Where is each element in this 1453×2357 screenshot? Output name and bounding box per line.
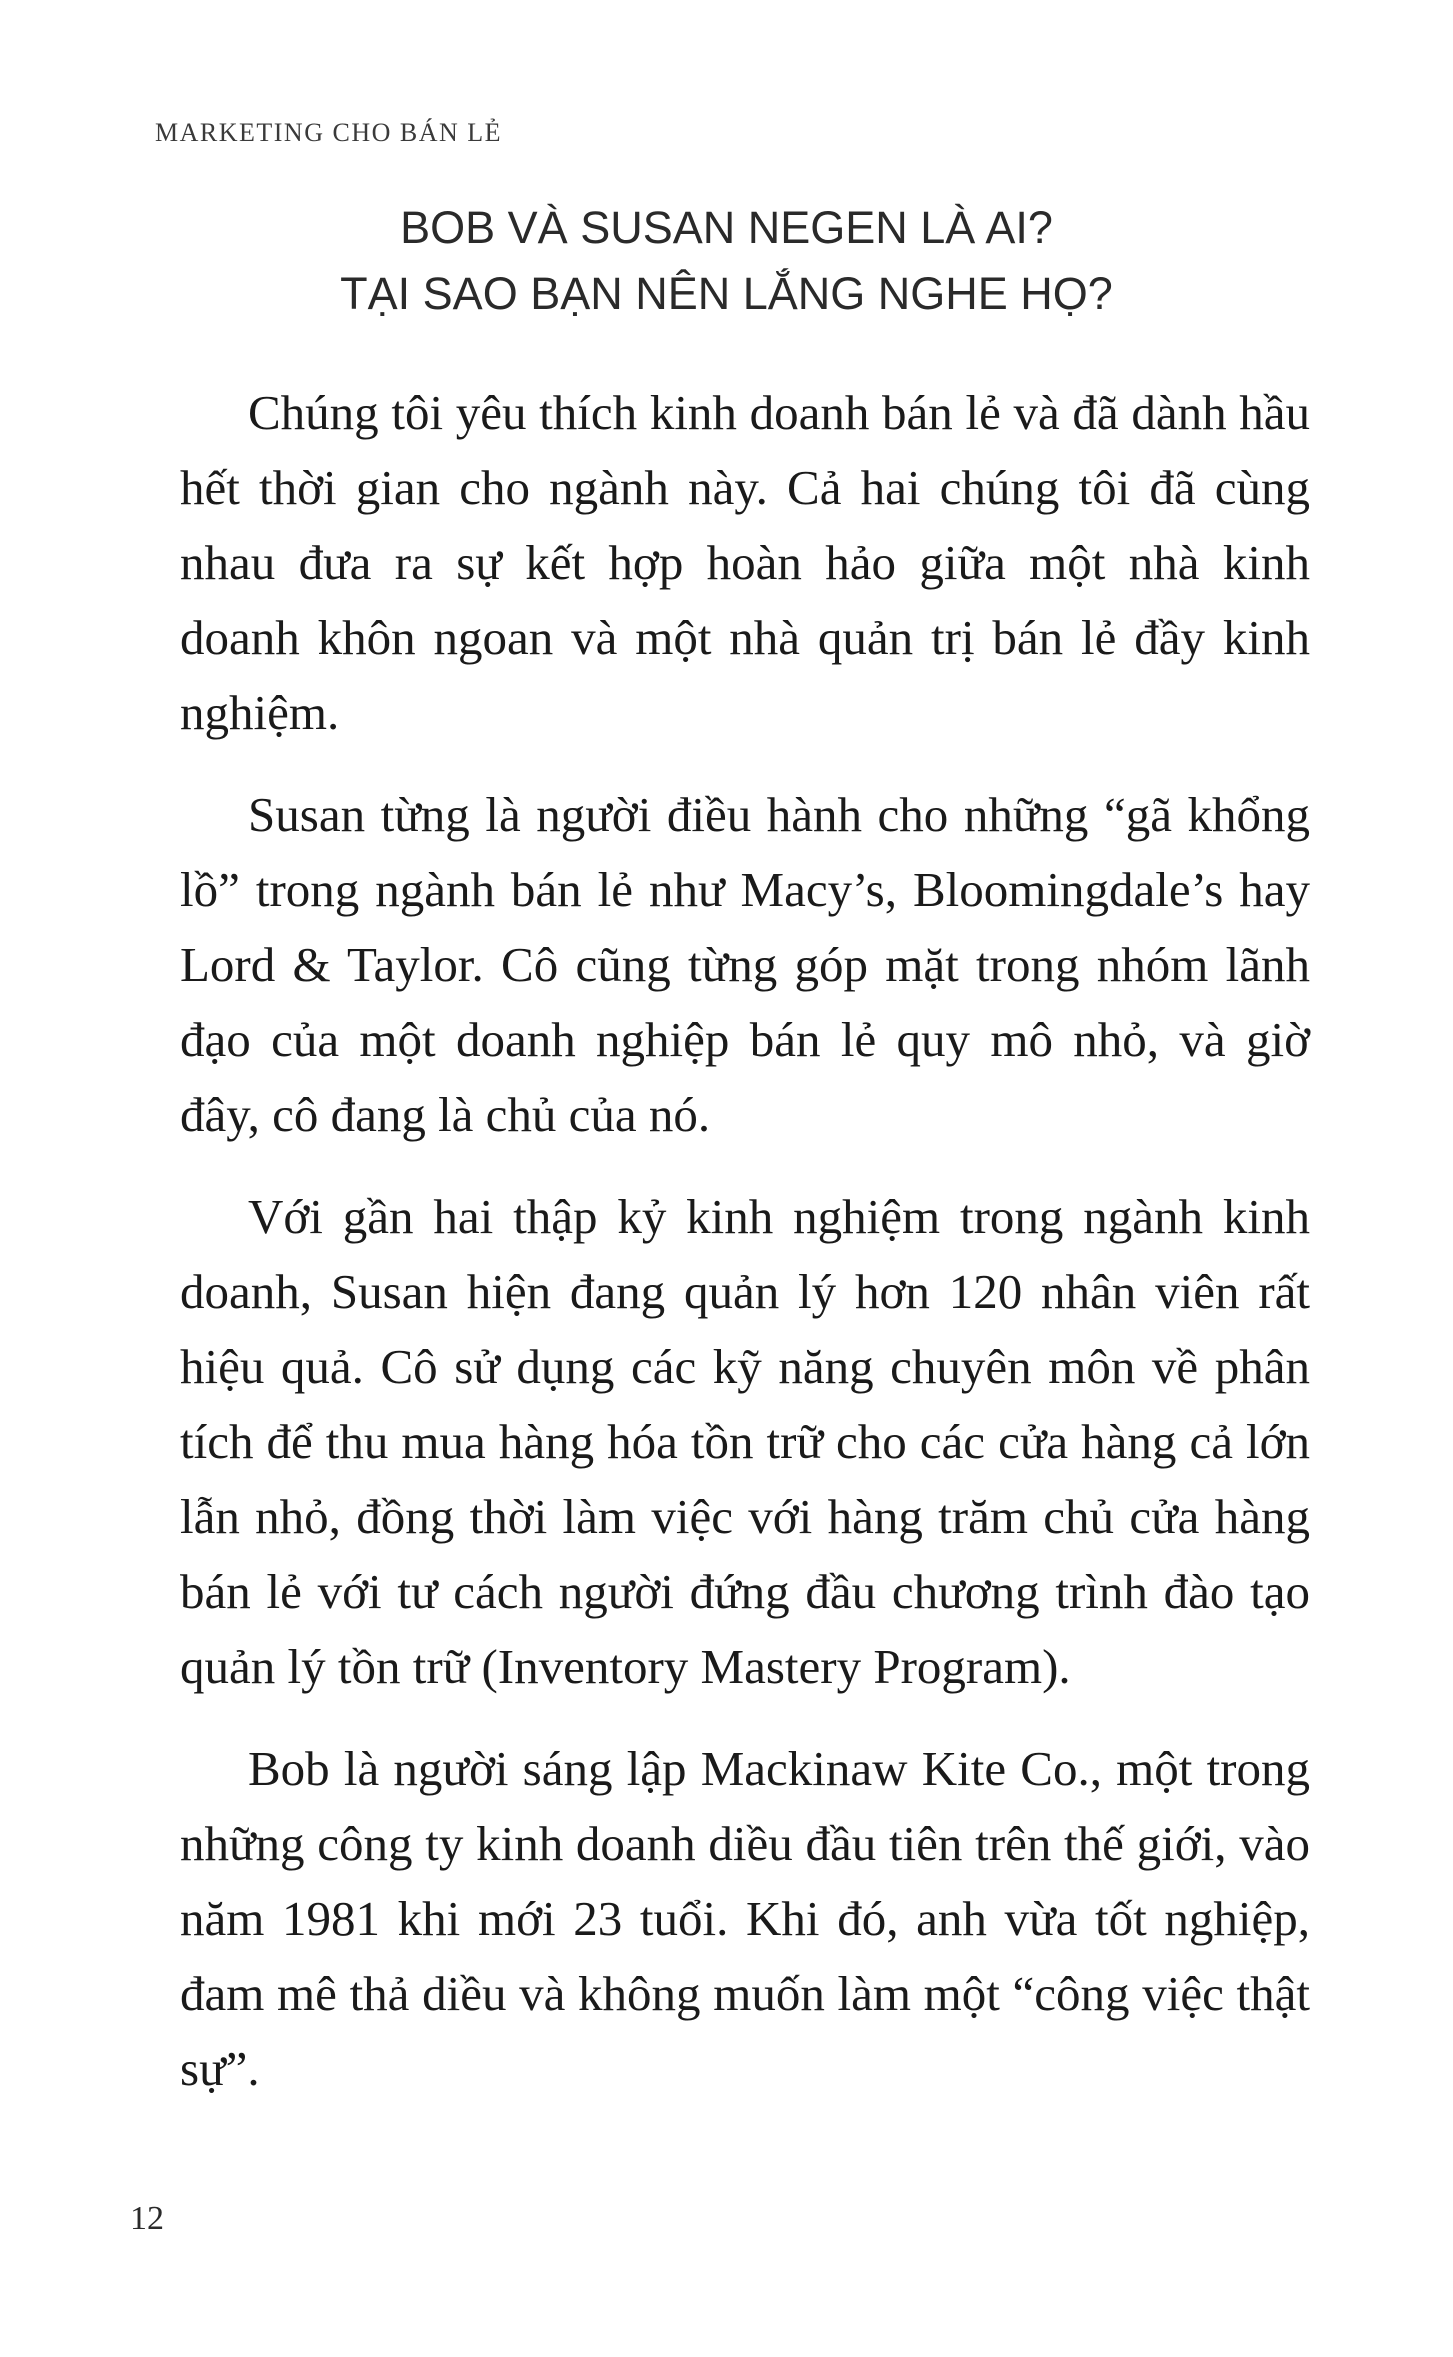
chapter-title-line-2: TẠI SAO BẠN NÊN LẮNG NGHE HỌ? <box>340 268 1113 319</box>
paragraph-susan-experience: Với gần hai thập kỷ kinh nghiệm trong ngành kinh doanh, Susan hiện đang quản lý hơn 120 nhân viên rất hiệu quả. Cô sử dụng các kỹ năng chuyên môn về phân tích để thu mua hàng hóa tồn trữ cho các cửa hàng cả lớn lẫn nhỏ, đồng thời làm việc với hàng trăm chủ cửa hàng bán lẻ với tư cách người đứng đầu chương trình đào tạo quản lý tồn trữ (Inventory Mastery Program). <box>180 1189 1310 1694</box>
paragraph-bob-background: Bob là người sáng lập Mackinaw Kite Co., một trong những công ty kinh doanh diều đầu tiên trên thế giới, vào năm 1981 khi mới 23 tuổi. Khi đó, anh vừa tốt nghiệp, đam mê thả diều và không muốn làm một “công việc thật sự”. <box>180 1741 1310 2096</box>
running-head: MARKETING CHO BÁN LẺ <box>155 118 503 147</box>
page-number: 12 <box>130 2200 164 2237</box>
chapter-title <box>0 195 1453 327</box>
paragraph-intro: Chúng tôi yêu thích kinh doanh bán lẻ và đã dành hầu hết thời gian cho ngành này. Cả hai chúng tôi đã cùng nhau đưa ra sự kết hợp hoàn hảo giữa một nhà kinh doanh khôn ngoan và một nhà quản trị bán lẻ đầy kinh nghiệm. <box>180 385 1310 740</box>
chapter-title-line-1: BOB VÀ SUSAN NEGEN LÀ AI? <box>400 202 1053 253</box>
paragraph-susan-background: Susan từng là người điều hành cho những “gã khổng lồ” trong ngành bán lẻ như Macy’s, Bloomingdale’s hay Lord & Taylor. Cô cũng từng góp mặt trong nhóm lãnh đạo của một doanh nghiệp bán lẻ quy mô nhỏ, và giờ đây, cô đang là chủ của nó. <box>180 787 1310 1142</box>
body-text <box>180 375 1310 2133</box>
